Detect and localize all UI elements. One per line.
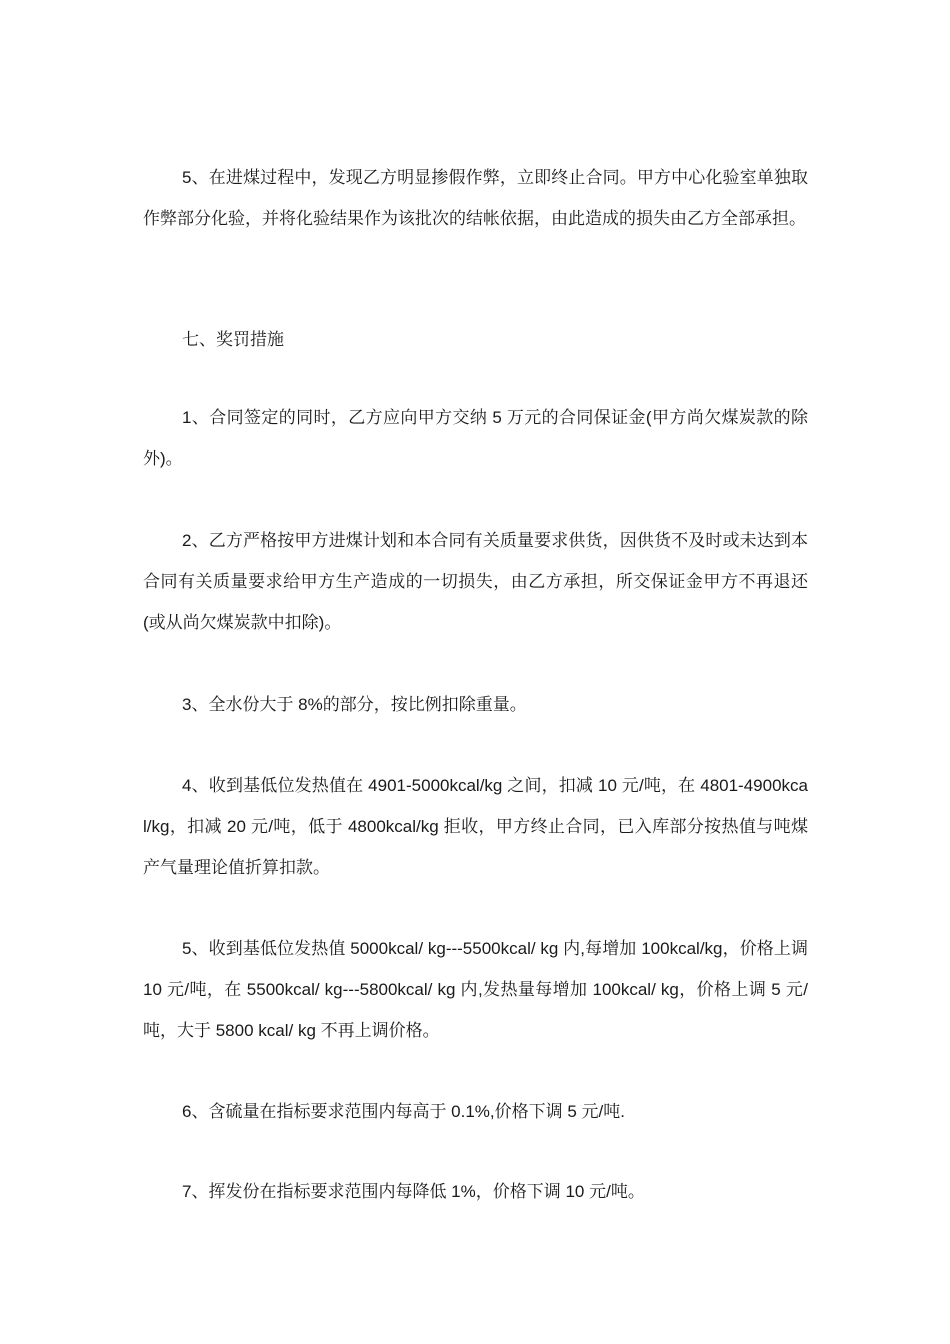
paragraph-item-2-supply: 2、乙方严格按甲方进煤计划和本合同有关质量要求供货，因供货不及时或未达到本合同有关质量要求给甲方生产造成的一切损失，由乙方承担，所交保证金甲方不再退还(或从尚欠煤炭款中扣除)。 — [143, 531, 808, 632]
paragraph-item-5-calorific-bonus: 5、收到基低位发热值 5000kcal/ kg---5500kcal/ kg 内,每增加 100kcal/kg，价格上调 10 元/吨，在 5500kcal/ kg---5800kcal/ kg 内,发热量每增加 100kcal/ kg，价格上调 5 元/吨，大于 5800 kcal/ kg 不再上调价格。 — [143, 939, 808, 1040]
paragraph-item-6-sulfur: 6、含硫量在指标要求范围内每高于 0.1%,价格下调 5 元/吨. — [182, 1102, 625, 1121]
paragraph-item-5-adulteration: 5、在进煤过程中，发现乙方明显掺假作弊，立即终止合同。甲方中心化验室单独取作弊部分化验，并将化验结果作为该批次的结帐依据，由此造成的损失由乙方全部承担。 — [143, 168, 808, 228]
paragraph-item-3-moisture: 3、全水份大于 8%的部分，按比例扣除重量。 — [182, 695, 527, 714]
paragraph-item-4-calorific-deduction: 4、收到基低位发热值在 4901-5000kcal/kg 之间，扣减 10 元/吨，在 4801-4900kcal/kg，扣减 20 元/吨，低于 4800kcal/kg 拒收，甲方终止合同，已入库部分按热值与吨煤产气量理论值折算扣款。 — [143, 776, 808, 877]
section-heading-rewards-penalties: 七、奖罚措施 — [182, 330, 284, 349]
paragraph-item-1-deposit: 1、合同签定的同时，乙方应向甲方交纳 5 万元的合同保证金(甲方尚欠煤炭款的除外)。 — [143, 408, 808, 468]
paragraph-item-7-volatile: 7、挥发份在指标要求范围内每降低 1%，价格下调 10 元/吨。 — [182, 1182, 645, 1201]
